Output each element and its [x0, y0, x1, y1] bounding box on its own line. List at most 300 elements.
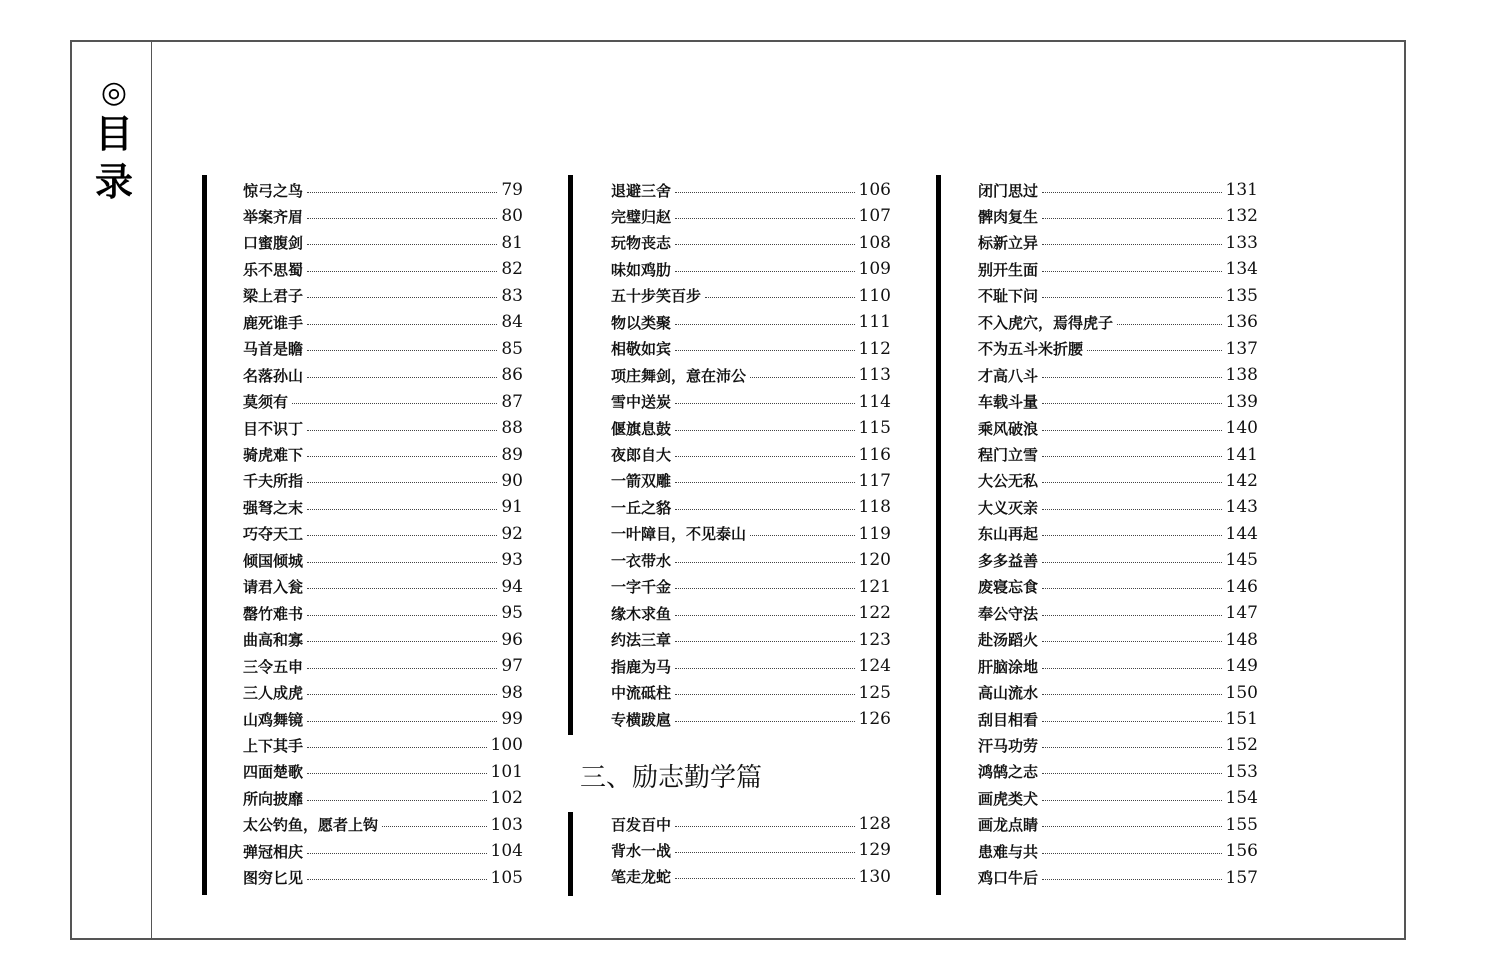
toc-entry[interactable]: [611, 837, 891, 863]
toc-entry-page: 142: [1225, 470, 1258, 491]
toc-entry[interactable]: [243, 627, 523, 653]
toc-entry-page: 105: [490, 867, 523, 888]
toc-entry-page: 110: [858, 285, 891, 306]
toc-entry-page: 93: [501, 550, 523, 571]
toc-entry-title: 偃旗息鼓: [611, 419, 672, 438]
toc-entry-title: 刮目相看: [978, 710, 1039, 729]
toc-entry-title: 乘风破浪: [978, 419, 1039, 438]
toc-entry[interactable]: [243, 230, 523, 256]
toc-entry[interactable]: [243, 600, 523, 626]
toc-entry[interactable]: [243, 256, 523, 282]
toc-entry-page: 106: [858, 180, 891, 200]
dot-leader: [1042, 244, 1222, 245]
toc-entry-page: 152: [1225, 735, 1258, 756]
toc-entry[interactable]: [243, 177, 523, 203]
dot-leader: [1042, 403, 1222, 404]
toc-entry-title: 所向披靡: [243, 789, 304, 808]
toc-entry-title: 罄竹难书: [243, 604, 304, 623]
toc-entry-title: 汗马功劳: [978, 736, 1039, 755]
toc-entry-page: 83: [501, 285, 523, 306]
toc-entry-page: 128: [858, 814, 891, 834]
toc-entry-title: 完璧归赵: [611, 207, 672, 226]
toc-entry[interactable]: [243, 732, 523, 758]
toc-entry-title: 莫须有: [243, 393, 289, 412]
toc-entry[interactable]: [243, 309, 523, 335]
dot-leader: [675, 852, 855, 853]
toc-entry-title: 笔走龙蛇: [611, 868, 672, 887]
toc-entry-title: 一字千金: [611, 578, 672, 597]
toc-entry-title: 上下其手: [243, 736, 304, 755]
toc-entry-title: 举案齐眉: [243, 207, 304, 226]
dot-leader: [292, 403, 497, 404]
toc-entry[interactable]: [978, 230, 1258, 256]
toc-entry-page: 143: [1225, 497, 1258, 518]
toc-entry-page: 124: [858, 656, 891, 677]
toc-entry-page: 108: [858, 232, 891, 253]
toc-entry-title: 倾国倾城: [243, 551, 304, 570]
toc-entry[interactable]: [978, 468, 1258, 494]
toc-entry-title: 图穷匕见: [243, 869, 304, 888]
toc-entry-page: 153: [1225, 761, 1258, 782]
toc-entry-page: 129: [858, 840, 891, 861]
dot-leader: [307, 377, 497, 378]
toc-entry[interactable]: [243, 521, 523, 547]
toc-entry[interactable]: [611, 706, 891, 732]
toc-entry-page: 125: [858, 682, 891, 703]
toc-entry-title: 鸡口牛后: [978, 869, 1039, 888]
toc-entry-page: 150: [1225, 682, 1258, 703]
toc-entry-page: 135: [1225, 285, 1258, 306]
toc-entry-page: 132: [1225, 206, 1258, 227]
toc-entry-title: 约法三章: [611, 631, 672, 650]
dot-leader: [675, 192, 855, 193]
toc-entry[interactable]: [611, 600, 891, 626]
toc-entry[interactable]: [243, 442, 523, 468]
toc-entry-title: 玩物丧志: [611, 234, 672, 253]
toc-entry-title: 闭门思过: [978, 181, 1039, 200]
toc-entry[interactable]: [978, 680, 1258, 706]
dot-leader: [307, 747, 487, 748]
toc-entry-page: 117: [858, 470, 891, 491]
column-bar: [568, 812, 573, 896]
toc-entry-title: 一衣带水: [611, 551, 672, 570]
section-heading: 三、励志勤学篇: [580, 763, 763, 793]
toc-entry-title: 弹冠相庆: [243, 842, 304, 861]
toc-entry[interactable]: [978, 177, 1258, 203]
column-bar: [202, 175, 207, 895]
toc-entry-title: 百发百中: [611, 815, 672, 834]
toc-entry[interactable]: [978, 362, 1258, 388]
toc-entry[interactable]: [243, 547, 523, 573]
toc-entry[interactable]: [611, 653, 891, 679]
toc-entry-title: 味如鸡肋: [611, 260, 672, 279]
toc-entry[interactable]: [978, 336, 1258, 362]
toc-entry-title: 中流砥柱: [611, 684, 672, 703]
toc-entry-title: 不耻下问: [978, 287, 1039, 306]
toc-entry[interactable]: [611, 864, 891, 890]
dot-leader: [1042, 297, 1222, 298]
dot-leader: [1042, 430, 1222, 431]
dot-leader: [1042, 456, 1222, 457]
toc-entry[interactable]: [243, 468, 523, 494]
toc-entry-page: 137: [1225, 338, 1258, 359]
dot-leader: [1042, 218, 1222, 219]
toc-entry-page: 126: [858, 709, 891, 729]
toc-entry[interactable]: [611, 309, 891, 335]
toc-entry[interactable]: [978, 547, 1258, 573]
toc-entry-page: 141: [1225, 444, 1258, 465]
toc-entry-page: 134: [1225, 259, 1258, 280]
toc-entry[interactable]: [978, 415, 1258, 441]
dot-leader: [1042, 588, 1222, 589]
toc-entry-page: 103: [490, 814, 523, 835]
toc-entry[interactable]: [611, 362, 891, 388]
toc-entry[interactable]: [978, 521, 1258, 547]
toc-entry[interactable]: [611, 230, 891, 256]
toc-entry-title: 东山再起: [978, 525, 1039, 544]
toc-entry[interactable]: [611, 336, 891, 362]
dot-leader: [307, 721, 497, 722]
toc-entry-page: 139: [1225, 391, 1258, 412]
toc-entry[interactable]: [978, 256, 1258, 282]
toc-entry-page: 121: [858, 576, 891, 597]
toc-entry[interactable]: [243, 865, 523, 891]
dot-leader: [307, 271, 497, 272]
toc-entry-title: 名落孙山: [243, 366, 304, 385]
dot-leader: [382, 826, 487, 827]
toc-entry-title: 口蜜腹剑: [243, 234, 304, 253]
toc-entry[interactable]: [978, 732, 1258, 758]
toc-entry-page: 118: [858, 497, 891, 518]
dot-leader: [1087, 350, 1222, 351]
dot-leader: [675, 721, 855, 722]
dot-leader: [1042, 535, 1222, 536]
toc-entry-title: 四面楚歌: [243, 763, 304, 782]
toc-entry-page: 149: [1225, 656, 1258, 677]
dot-leader: [675, 878, 855, 879]
toc-entry-page: 148: [1225, 629, 1258, 650]
toc-entry-page: 131: [1225, 180, 1258, 200]
toc-entry-page: 145: [1225, 550, 1258, 571]
toc-entry[interactable]: [978, 283, 1258, 309]
toc-entry-title: 标新立异: [978, 234, 1039, 253]
toc-entry[interactable]: [611, 283, 891, 309]
toc-entry-title: 不为五斗米折腰: [978, 340, 1084, 359]
toc-entry[interactable]: [611, 547, 891, 573]
toc-entry[interactable]: [611, 415, 891, 441]
toc-entry-title: 髀肉复生: [978, 207, 1039, 226]
dot-leader: [1042, 271, 1222, 272]
dot-leader: [307, 773, 487, 774]
toc-entry-title: 一丘之貉: [611, 498, 672, 517]
toc-entry-page: 156: [1225, 841, 1258, 862]
toc-entry[interactable]: [978, 706, 1258, 732]
toc-entry-page: 94: [501, 576, 523, 597]
dot-leader: [307, 562, 497, 563]
dot-leader: [675, 271, 855, 272]
toc-entry-page: 96: [501, 629, 523, 650]
toc-entry[interactable]: [611, 680, 891, 706]
toc-entry-page: 111: [858, 312, 891, 333]
toc-entry-title: 项庄舞剑，意在沛公: [611, 366, 747, 385]
dot-leader: [307, 694, 497, 695]
dot-leader: [675, 641, 855, 642]
toc-entry-title: 千夫所指: [243, 472, 304, 491]
toc-entry[interactable]: [243, 680, 523, 706]
dot-leader: [675, 218, 855, 219]
dot-leader: [1042, 509, 1222, 510]
toc-entry-title: 废寝忘食: [978, 578, 1039, 597]
toc-entry-page: 91: [501, 497, 523, 518]
toc-entry-title: 不入虎穴，焉得虎子: [978, 313, 1114, 332]
toc-entry[interactable]: [978, 627, 1258, 653]
toc-entry-page: 114: [858, 391, 891, 412]
toc-entry[interactable]: [611, 574, 891, 600]
toc-entry-title: 雪中送炭: [611, 393, 672, 412]
dot-leader: [307, 800, 487, 801]
dot-leader: [1042, 879, 1222, 880]
toc-entry-title: 巧夺天工: [243, 525, 304, 544]
toc-entry-page: 113: [858, 365, 891, 386]
toc-entry-title: 夜郎自大: [611, 446, 672, 464]
dot-leader: [1042, 826, 1222, 827]
toc-entry[interactable]: [243, 283, 523, 309]
toc-entry-title: 鹿死谁手: [243, 313, 304, 332]
toc-entry-page: 109: [858, 259, 891, 280]
column-bar: [568, 175, 573, 735]
toc-entry[interactable]: [611, 627, 891, 653]
toc-entry[interactable]: [611, 468, 891, 494]
dot-leader: [675, 562, 855, 563]
toc-entry-title: 画虎类犬: [978, 789, 1039, 808]
toc-entry-page: 144: [1225, 523, 1258, 544]
toc-entry-page: 120: [858, 550, 891, 571]
dot-leader: [307, 615, 497, 616]
toc-entry-title: 请君入瓮: [243, 578, 304, 597]
toc-entry[interactable]: [978, 203, 1258, 229]
toc-entry[interactable]: [978, 574, 1258, 600]
toc-entry-title: 强弩之末: [243, 498, 304, 517]
toc-entry[interactable]: [978, 865, 1258, 891]
toc-entry-title: 程门立雪: [978, 446, 1039, 464]
column-bar: [936, 175, 941, 895]
toc-entry[interactable]: [243, 812, 523, 838]
dot-leader: [1042, 377, 1222, 378]
toc-entry[interactable]: [243, 203, 523, 229]
dot-leader: [1042, 853, 1222, 854]
toc-entry-title: 五十步笑百步: [611, 287, 702, 306]
dot-leader: [1042, 773, 1222, 774]
toc-entry[interactable]: [243, 574, 523, 600]
toc-entry[interactable]: [978, 600, 1258, 626]
toc-entry-page: 104: [490, 841, 523, 862]
toc-entry-page: 122: [858, 603, 891, 624]
dot-leader: [1042, 482, 1222, 483]
toc-entry[interactable]: [978, 309, 1258, 335]
dot-leader: [675, 694, 855, 695]
toc-entry-title: 退避三舍: [611, 181, 672, 200]
toc-entry-title: 缘木求鱼: [611, 604, 672, 623]
dot-leader: [675, 509, 855, 510]
toc-entry-page: 98: [501, 682, 523, 703]
toc-entry-title: 一叶障目，不见泰山: [611, 525, 747, 544]
toc-entry-page: 119: [858, 523, 891, 544]
page-title: [94, 76, 134, 206]
dot-leader: [675, 456, 855, 457]
dot-leader: [307, 218, 497, 219]
toc-entry[interactable]: [611, 389, 891, 415]
toc-entry[interactable]: [243, 389, 523, 415]
dot-leader: [307, 350, 497, 351]
dot-leader: [1042, 192, 1222, 193]
dot-leader: [750, 377, 855, 378]
dot-leader: [1042, 747, 1222, 748]
toc-entry-title: 肝脑涂地: [978, 657, 1039, 676]
toc-entry[interactable]: [611, 203, 891, 229]
dot-leader: [675, 430, 855, 431]
toc-entry-title: 山鸡舞镜: [243, 710, 304, 729]
toc-entry-title: 相敬如宾: [611, 340, 672, 359]
toc-entry-page: 86: [501, 365, 523, 386]
toc-entry-title: 别开生面: [978, 260, 1039, 279]
toc-entry-title: 赴汤蹈火: [978, 631, 1039, 650]
toc-entry-page: 100: [490, 735, 523, 756]
dot-leader: [675, 324, 855, 325]
dot-leader: [675, 826, 855, 827]
toc-entry-page: 80: [501, 206, 523, 227]
dot-leader: [675, 615, 855, 616]
toc-entry-page: 138: [1225, 365, 1258, 386]
toc-entry-page: 101: [490, 761, 523, 782]
toc-entry[interactable]: [611, 177, 891, 203]
toc-entry-title: 马首是瞻: [243, 340, 304, 359]
toc-entry-title: 物以类聚: [611, 313, 672, 332]
dot-leader: [307, 668, 497, 669]
dot-leader: [307, 509, 497, 510]
toc-entry[interactable]: [243, 759, 523, 785]
toc-entry-title: 画龙点睛: [978, 816, 1039, 835]
toc-entry-title: 大义灭亲: [978, 498, 1039, 517]
toc-entry-page: 140: [1225, 418, 1258, 439]
toc-entry[interactable]: [978, 389, 1258, 415]
toc-entry-title: 多多益善: [978, 551, 1039, 570]
toc-entry-title: 鸿鹄之志: [978, 763, 1039, 782]
toc-entry-page: 155: [1225, 814, 1258, 835]
toc-entry-page: 112: [858, 338, 891, 359]
toc-entry-title: 高山流水: [978, 684, 1039, 703]
toc-entry[interactable]: [978, 442, 1258, 468]
toc-entry[interactable]: [978, 494, 1258, 520]
toc-entry[interactable]: [243, 838, 523, 864]
dot-leader: [675, 668, 855, 669]
toc-entry[interactable]: [243, 494, 523, 520]
toc-entry[interactable]: [243, 785, 523, 811]
toc-entry-title: 一箭双雕: [611, 472, 672, 491]
toc-entry[interactable]: [978, 812, 1258, 838]
toc-entry[interactable]: [611, 811, 891, 837]
toc-entry-page: 107: [858, 206, 891, 227]
dot-leader: [675, 244, 855, 245]
toc-entry-page: 82: [501, 259, 523, 280]
toc-entry-page: 151: [1225, 709, 1258, 729]
dot-leader: [307, 430, 497, 431]
dot-leader: [307, 482, 497, 483]
toc-entry-page: 115: [858, 418, 891, 439]
toc-entry-title: 梁上君子: [243, 287, 304, 306]
toc-entry[interactable]: [611, 442, 891, 468]
toc-entry-title: 车载斗量: [978, 393, 1039, 412]
toc-entry-page: 97: [501, 656, 523, 677]
toc-entry-page: 130: [858, 866, 891, 887]
title-mark: ◎: [100, 75, 128, 110]
toc-entry-page: 146: [1225, 576, 1258, 597]
toc-entry[interactable]: [978, 785, 1258, 811]
toc-entry-page: 84: [501, 312, 523, 333]
toc-entry-page: 154: [1225, 788, 1258, 809]
toc-entry-page: 133: [1225, 232, 1258, 253]
toc-entry-title: 奉公守法: [978, 604, 1039, 623]
dot-leader: [705, 297, 855, 298]
dot-leader: [1042, 800, 1222, 801]
toc-entry-page: 95: [501, 603, 523, 624]
toc-entry-page: 123: [858, 629, 891, 650]
toc-entry-page: 147: [1225, 603, 1258, 624]
toc-entry-title: 惊弓之鸟: [243, 181, 304, 200]
toc-entry-page: 89: [501, 444, 523, 465]
dot-leader: [1042, 562, 1222, 563]
dot-leader: [1117, 324, 1222, 325]
dot-leader: [1042, 721, 1222, 722]
toc-entry-page: 87: [501, 391, 523, 412]
dot-leader: [675, 482, 855, 483]
toc-entry-page: 90: [501, 470, 523, 491]
dot-leader: [307, 324, 497, 325]
toc-entry-title: 骑虎难下: [243, 446, 304, 464]
toc-entry-page: 85: [501, 338, 523, 359]
toc-entry-title: 乐不思蜀: [243, 260, 304, 279]
toc-entry-page: 99: [501, 709, 523, 729]
dot-leader: [307, 588, 497, 589]
toc-entry[interactable]: [978, 653, 1258, 679]
dot-leader: [307, 192, 497, 193]
toc-entry[interactable]: [243, 336, 523, 362]
dot-leader: [1042, 641, 1222, 642]
margin-rule: [151, 40, 152, 940]
toc-entry[interactable]: [611, 494, 891, 520]
toc-entry[interactable]: [243, 362, 523, 388]
toc-entry-title: 才高八斗: [978, 366, 1039, 385]
toc-entry-title: 三人成虎: [243, 684, 304, 703]
toc-entry-title: 太公钓鱼，愿者上钩: [243, 816, 379, 835]
toc-entry[interactable]: [611, 256, 891, 282]
toc-entry[interactable]: [243, 706, 523, 732]
toc-entry-page: 116: [858, 444, 891, 465]
toc-entry[interactable]: [978, 759, 1258, 785]
toc-entry[interactable]: [243, 415, 523, 441]
dot-leader: [307, 244, 497, 245]
dot-leader: [675, 588, 855, 589]
toc-entry-page: 79: [501, 180, 523, 200]
dot-leader: [1042, 615, 1222, 616]
toc-entry-page: 81: [501, 232, 523, 253]
toc-entry-title: 目不识丁: [243, 419, 304, 438]
toc-entry-page: 92: [501, 523, 523, 544]
dot-leader: [1042, 668, 1222, 669]
toc-entry[interactable]: [243, 653, 523, 679]
toc-entry[interactable]: [611, 521, 891, 547]
dot-leader: [307, 535, 497, 536]
toc-entry[interactable]: [978, 838, 1258, 864]
